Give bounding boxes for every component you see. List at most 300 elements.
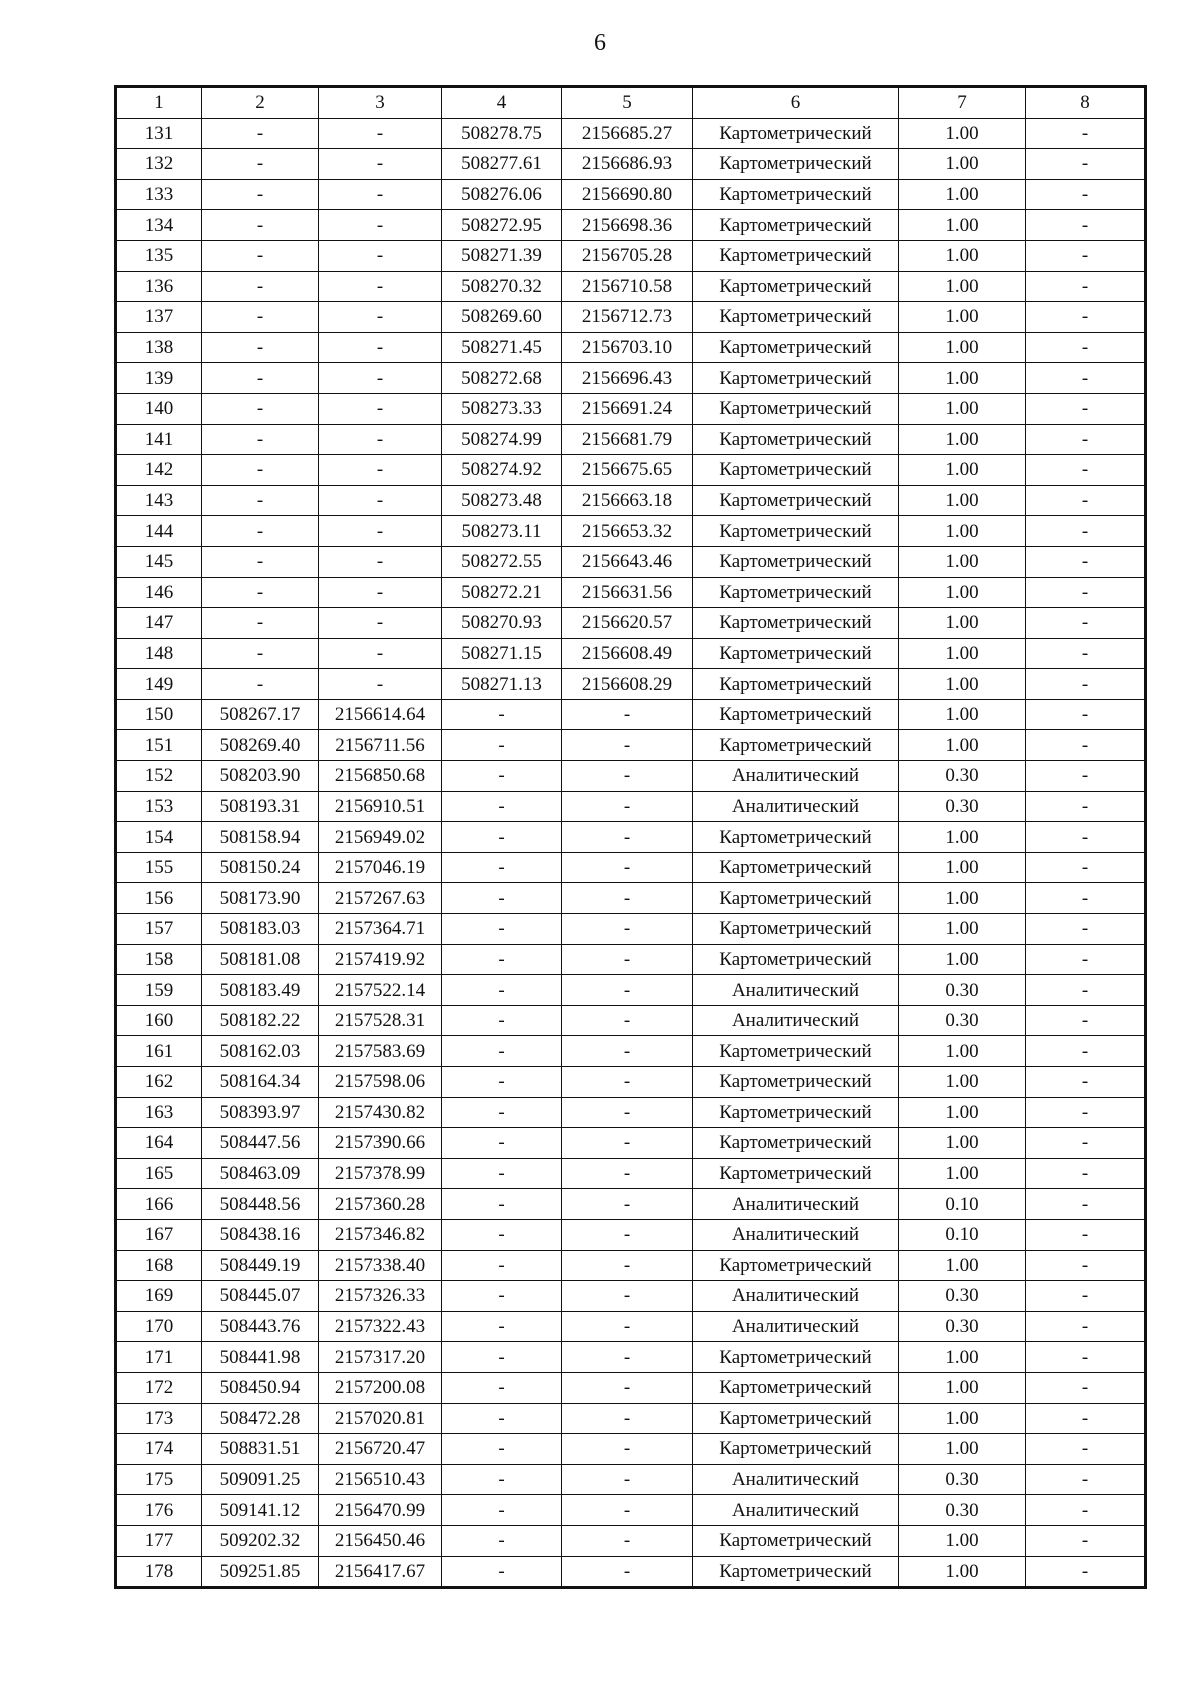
table-cell: 508270.93: [442, 608, 562, 639]
table-cell: -: [562, 1158, 693, 1189]
table-cell: 0.30: [899, 1464, 1026, 1495]
table-cell: 1.00: [899, 1067, 1026, 1098]
table-cell: -: [442, 699, 562, 730]
table-cell: 159: [116, 975, 202, 1006]
table-cell: 1.00: [899, 393, 1026, 424]
table-cell: 508173.90: [202, 883, 319, 914]
table-cell: 157: [116, 914, 202, 945]
table-cell: Картометрический: [693, 1342, 899, 1373]
table-cell: 2156470.99: [319, 1495, 442, 1526]
table-cell: 153: [116, 791, 202, 822]
table-cell: 1.00: [899, 516, 1026, 547]
table-cell: Картометрический: [693, 638, 899, 669]
table-cell: -: [442, 944, 562, 975]
table-cell: 1.00: [899, 240, 1026, 271]
table-cell: -: [1026, 1219, 1146, 1250]
table-cell: -: [442, 1005, 562, 1036]
table-cell: 1.00: [899, 332, 1026, 363]
table-cell: 508448.56: [202, 1189, 319, 1220]
table-cell: 1.00: [899, 1128, 1026, 1159]
table-cell: 176: [116, 1495, 202, 1526]
table-row: [116, 332, 1146, 363]
table-cell: -: [1026, 822, 1146, 853]
table-cell: Картометрический: [693, 852, 899, 883]
table-cell: -: [442, 1434, 562, 1465]
table-row: [116, 1158, 1146, 1189]
table-cell: 150: [116, 699, 202, 730]
table-cell: 1.00: [899, 669, 1026, 700]
table-cell: 508463.09: [202, 1158, 319, 1189]
table-row: [116, 791, 1146, 822]
table-cell: -: [202, 118, 319, 149]
table-cell: -: [562, 1434, 693, 1465]
table-cell: -: [319, 638, 442, 669]
table-cell: 1.00: [899, 118, 1026, 149]
table-cell: -: [442, 1525, 562, 1556]
table-row: [116, 1311, 1146, 1342]
table-cell: -: [562, 822, 693, 853]
table-row: [116, 1005, 1146, 1036]
table-cell: 158: [116, 944, 202, 975]
table-cell: 131: [116, 118, 202, 149]
table-cell: -: [562, 975, 693, 1006]
table-cell: Аналитический: [693, 1189, 899, 1220]
table-cell: 508450.94: [202, 1372, 319, 1403]
table-cell: Картометрический: [693, 1128, 899, 1159]
table-cell: 2157322.43: [319, 1311, 442, 1342]
table-cell: Картометрический: [693, 210, 899, 241]
table-cell: 508278.75: [442, 118, 562, 149]
table-cell: -: [1026, 669, 1146, 700]
table-cell: 151: [116, 730, 202, 761]
table-row: [116, 179, 1146, 210]
table-cell: 178: [116, 1556, 202, 1588]
table-cell: -: [202, 669, 319, 700]
table-cell: 508267.17: [202, 699, 319, 730]
table-cell: -: [1026, 149, 1146, 180]
table-row: [116, 363, 1146, 394]
table-row: [116, 883, 1146, 914]
table-cell: Картометрический: [693, 669, 899, 700]
table-cell: -: [562, 1005, 693, 1036]
table-cell: 2156720.47: [319, 1434, 442, 1465]
table-cell: 1.00: [899, 485, 1026, 516]
table-cell: Картометрический: [693, 118, 899, 149]
table-cell: 508269.40: [202, 730, 319, 761]
table-cell: 1.00: [899, 546, 1026, 577]
table-cell: 0.30: [899, 975, 1026, 1006]
table-cell: -: [202, 332, 319, 363]
table-cell: 0.30: [899, 1281, 1026, 1312]
table-row: [116, 730, 1146, 761]
table-cell: 155: [116, 852, 202, 883]
table-cell: 1.00: [899, 1250, 1026, 1281]
table-cell: 140: [116, 393, 202, 424]
table-cell: 1.00: [899, 1036, 1026, 1067]
table-cell: 1.00: [899, 363, 1026, 394]
table-cell: -: [562, 852, 693, 883]
table-cell: -: [202, 271, 319, 302]
table-cell: Картометрический: [693, 302, 899, 333]
table-cell: 508447.56: [202, 1128, 319, 1159]
table-cell: Картометрический: [693, 944, 899, 975]
table-cell: 161: [116, 1036, 202, 1067]
table-cell: 2156710.58: [562, 271, 693, 302]
table-row: [116, 1342, 1146, 1373]
table-cell: 163: [116, 1097, 202, 1128]
table-cell: -: [562, 791, 693, 822]
table-cell: -: [1026, 332, 1146, 363]
table-row: [116, 1097, 1146, 1128]
table-cell: 165: [116, 1158, 202, 1189]
table-cell: -: [319, 363, 442, 394]
table-cell: 1.00: [899, 730, 1026, 761]
table-cell: 0.30: [899, 1495, 1026, 1526]
table-cell: Картометрический: [693, 822, 899, 853]
table-row: [116, 1067, 1146, 1098]
table-cell: Картометрический: [693, 332, 899, 363]
table-cell: Аналитический: [693, 1005, 899, 1036]
table-cell: Картометрический: [693, 699, 899, 730]
table-cell: Картометрический: [693, 1067, 899, 1098]
table-cell: -: [442, 1128, 562, 1159]
table-cell: 172: [116, 1372, 202, 1403]
table-cell: 508438.16: [202, 1219, 319, 1250]
table-cell: -: [562, 1250, 693, 1281]
table-cell: Картометрический: [693, 577, 899, 608]
table-cell: -: [442, 1342, 562, 1373]
header-cell: 7: [899, 87, 1026, 119]
table-cell: 171: [116, 1342, 202, 1373]
table-cell: 508150.24: [202, 852, 319, 883]
table-cell: Картометрический: [693, 240, 899, 271]
table-cell: 135: [116, 240, 202, 271]
table-row: [116, 1495, 1146, 1526]
table-cell: -: [562, 1464, 693, 1495]
table-cell: Картометрический: [693, 393, 899, 424]
table-cell: -: [1026, 791, 1146, 822]
table-cell: -: [202, 302, 319, 333]
table-cell: 508276.06: [442, 179, 562, 210]
table-row: [116, 1281, 1146, 1312]
table-cell: 2156631.56: [562, 577, 693, 608]
table-cell: -: [442, 1067, 562, 1098]
table-cell: -: [562, 1403, 693, 1434]
table-cell: -: [442, 1372, 562, 1403]
table-cell: -: [562, 883, 693, 914]
table-cell: 2156686.93: [562, 149, 693, 180]
table-cell: Картометрический: [693, 608, 899, 639]
table-row: [116, 1189, 1146, 1220]
table-cell: 2156703.10: [562, 332, 693, 363]
table-cell: -: [202, 149, 319, 180]
table-cell: 1.00: [899, 699, 1026, 730]
table-cell: 508271.15: [442, 638, 562, 669]
table-row: [116, 302, 1146, 333]
table-cell: -: [319, 424, 442, 455]
table-cell: -: [202, 363, 319, 394]
table-cell: -: [1026, 179, 1146, 210]
table-cell: 1.00: [899, 577, 1026, 608]
table-cell: -: [1026, 883, 1146, 914]
table-cell: 139: [116, 363, 202, 394]
table-cell: -: [1026, 1189, 1146, 1220]
table-cell: Аналитический: [693, 975, 899, 1006]
table-cell: -: [1026, 1067, 1146, 1098]
table-cell: 166: [116, 1189, 202, 1220]
table-cell: 1.00: [899, 149, 1026, 180]
table-row: [116, 424, 1146, 455]
table-cell: -: [442, 730, 562, 761]
table-cell: 509251.85: [202, 1556, 319, 1588]
table-cell: -: [562, 1097, 693, 1128]
table-row: [116, 1219, 1146, 1250]
table-cell: 132: [116, 149, 202, 180]
table-row: [116, 210, 1146, 241]
table-cell: 508445.07: [202, 1281, 319, 1312]
table-cell: 174: [116, 1434, 202, 1465]
table-cell: -: [202, 393, 319, 424]
table-cell: -: [562, 914, 693, 945]
table-cell: 146: [116, 577, 202, 608]
table-cell: -: [319, 455, 442, 486]
header-cell: 5: [562, 87, 693, 119]
table-cell: -: [442, 852, 562, 883]
table-cell: Картометрический: [693, 485, 899, 516]
table-cell: 2157378.99: [319, 1158, 442, 1189]
table-cell: -: [1026, 1556, 1146, 1588]
table-cell: 2156643.46: [562, 546, 693, 577]
table-cell: 2157317.20: [319, 1342, 442, 1373]
table-cell: 509202.32: [202, 1525, 319, 1556]
table-cell: -: [202, 638, 319, 669]
table-cell: 160: [116, 1005, 202, 1036]
table-cell: -: [562, 1495, 693, 1526]
table-row: [116, 393, 1146, 424]
table-cell: -: [202, 210, 319, 241]
table-cell: -: [562, 1189, 693, 1220]
table-cell: 508443.76: [202, 1311, 319, 1342]
table-cell: Картометрический: [693, 1158, 899, 1189]
table-row: [116, 240, 1146, 271]
table-row: [116, 914, 1146, 945]
table-row: [116, 1403, 1146, 1434]
table-cell: 508183.03: [202, 914, 319, 945]
table-cell: Картометрический: [693, 883, 899, 914]
table-cell: 508272.21: [442, 577, 562, 608]
table-cell: -: [442, 1097, 562, 1128]
table-cell: 168: [116, 1250, 202, 1281]
table-row: [116, 149, 1146, 180]
table-cell: -: [442, 914, 562, 945]
table-cell: -: [1026, 699, 1146, 730]
table-cell: 177: [116, 1525, 202, 1556]
table-cell: 508273.48: [442, 485, 562, 516]
table-cell: 508183.49: [202, 975, 319, 1006]
table-cell: -: [562, 1556, 693, 1588]
table-cell: 2157583.69: [319, 1036, 442, 1067]
table-header: [116, 87, 1146, 119]
table-cell: 508393.97: [202, 1097, 319, 1128]
table-cell: Картометрический: [693, 179, 899, 210]
table-cell: 508182.22: [202, 1005, 319, 1036]
table-cell: 508203.90: [202, 761, 319, 792]
table-cell: 508274.92: [442, 455, 562, 486]
table-cell: 1.00: [899, 914, 1026, 945]
table-cell: 1.00: [899, 822, 1026, 853]
table-cell: -: [442, 1250, 562, 1281]
table-cell: 2157419.92: [319, 944, 442, 975]
table-row: [116, 761, 1146, 792]
table-cell: -: [1026, 914, 1146, 945]
table-cell: -: [202, 577, 319, 608]
table-cell: -: [319, 149, 442, 180]
table-cell: -: [562, 1128, 693, 1159]
table-cell: -: [319, 210, 442, 241]
table-cell: -: [1026, 516, 1146, 547]
table-cell: -: [319, 332, 442, 363]
table-cell: 2156608.49: [562, 638, 693, 669]
table-cell: 508158.94: [202, 822, 319, 853]
table-cell: -: [319, 516, 442, 547]
table-row: [116, 1464, 1146, 1495]
table-cell: 134: [116, 210, 202, 241]
table-cell: -: [1026, 975, 1146, 1006]
table-cell: 508272.68: [442, 363, 562, 394]
table-cell: 0.30: [899, 791, 1026, 822]
table-cell: 147: [116, 608, 202, 639]
table-cell: 1.00: [899, 424, 1026, 455]
table-cell: 2157364.71: [319, 914, 442, 945]
table-cell: -: [562, 730, 693, 761]
table-cell: -: [1026, 1097, 1146, 1128]
table-cell: 508272.55: [442, 546, 562, 577]
table-cell: 2157390.66: [319, 1128, 442, 1159]
table-row: [116, 1250, 1146, 1281]
table-cell: Аналитический: [693, 1464, 899, 1495]
table-cell: 509141.12: [202, 1495, 319, 1526]
table-cell: 1.00: [899, 1158, 1026, 1189]
table-cell: -: [1026, 210, 1146, 241]
table-cell: 2156712.73: [562, 302, 693, 333]
table-cell: 508441.98: [202, 1342, 319, 1373]
table-cell: -: [202, 608, 319, 639]
table-cell: -: [319, 546, 442, 577]
table-cell: 2157346.82: [319, 1219, 442, 1250]
table-cell: 2156675.65: [562, 455, 693, 486]
table-row: [116, 485, 1146, 516]
table-cell: 2156705.28: [562, 240, 693, 271]
table-cell: 1.00: [899, 1097, 1026, 1128]
table-cell: -: [1026, 546, 1146, 577]
table-cell: 152: [116, 761, 202, 792]
table-cell: -: [1026, 118, 1146, 149]
header-cell: 3: [319, 87, 442, 119]
table-cell: -: [202, 485, 319, 516]
table-cell: 1.00: [899, 455, 1026, 486]
table-cell: 508181.08: [202, 944, 319, 975]
table-cell: Картометрический: [693, 516, 899, 547]
header-cell: 8: [1026, 87, 1146, 119]
table-cell: -: [442, 1158, 562, 1189]
table-cell: 2156696.43: [562, 363, 693, 394]
table-row: [116, 669, 1146, 700]
table-cell: -: [319, 669, 442, 700]
header-cell: 4: [442, 87, 562, 119]
table-cell: 141: [116, 424, 202, 455]
table-cell: Аналитический: [693, 1219, 899, 1250]
table-cell: 0.30: [899, 1005, 1026, 1036]
table-cell: Картометрический: [693, 1372, 899, 1403]
table-cell: -: [442, 1219, 562, 1250]
table-cell: 1.00: [899, 210, 1026, 241]
table-cell: -: [202, 455, 319, 486]
table-cell: 167: [116, 1219, 202, 1250]
table-cell: 508277.61: [442, 149, 562, 180]
table-row: [116, 516, 1146, 547]
table-cell: Картометрический: [693, 1036, 899, 1067]
table-cell: -: [1026, 1464, 1146, 1495]
table-cell: Аналитический: [693, 1281, 899, 1312]
table-row: [116, 1525, 1146, 1556]
table-cell: -: [442, 883, 562, 914]
table-cell: -: [562, 1311, 693, 1342]
table-cell: 149: [116, 669, 202, 700]
table-cell: 509091.25: [202, 1464, 319, 1495]
table-cell: -: [1026, 944, 1146, 975]
table-cell: -: [1026, 1525, 1146, 1556]
table-cell: Картометрический: [693, 730, 899, 761]
table-cell: 508271.39: [442, 240, 562, 271]
coordinates-table: [114, 85, 1147, 1589]
table-cell: -: [1026, 1250, 1146, 1281]
table-cell: -: [442, 1403, 562, 1434]
table-cell: -: [562, 761, 693, 792]
table-cell: Картометрический: [693, 546, 899, 577]
table-cell: -: [442, 822, 562, 853]
table-cell: -: [562, 1525, 693, 1556]
table-cell: -: [1026, 1372, 1146, 1403]
table-cell: 2156681.79: [562, 424, 693, 455]
table-cell: -: [442, 975, 562, 1006]
table-cell: -: [442, 1036, 562, 1067]
table-cell: -: [1026, 455, 1146, 486]
table-cell: 1.00: [899, 1342, 1026, 1373]
table-cell: -: [562, 699, 693, 730]
table-cell: Картометрический: [693, 1403, 899, 1434]
table-row: [116, 546, 1146, 577]
table-cell: 0.10: [899, 1189, 1026, 1220]
table-cell: 2156450.46: [319, 1525, 442, 1556]
table-cell: 2156711.56: [319, 730, 442, 761]
table-cell: 170: [116, 1311, 202, 1342]
table-cell: -: [1026, 1311, 1146, 1342]
table-cell: Картометрический: [693, 1434, 899, 1465]
header-cell: 1: [116, 87, 202, 119]
table-cell: -: [442, 791, 562, 822]
table-cell: -: [319, 393, 442, 424]
table-cell: -: [319, 302, 442, 333]
table-cell: -: [562, 1036, 693, 1067]
table-cell: 1.00: [899, 852, 1026, 883]
table-cell: 2156691.24: [562, 393, 693, 424]
table-cell: 0.30: [899, 761, 1026, 792]
table-row: [116, 1434, 1146, 1465]
table-cell: -: [202, 546, 319, 577]
table-cell: -: [1026, 485, 1146, 516]
table-cell: 1.00: [899, 883, 1026, 914]
table-cell: 133: [116, 179, 202, 210]
